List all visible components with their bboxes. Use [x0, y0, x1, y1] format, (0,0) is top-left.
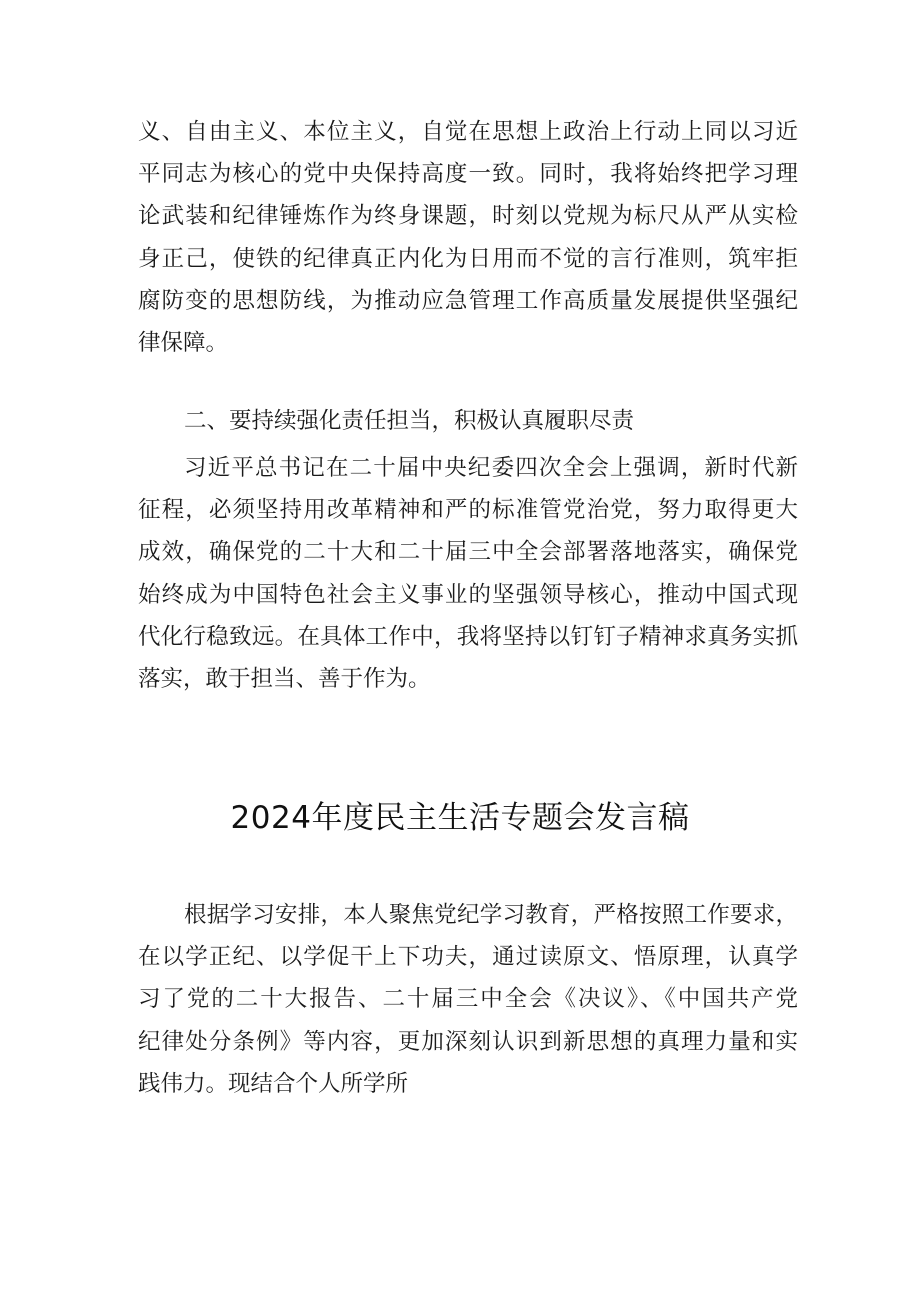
paragraph-line: 习近平总书记在二十届中央纪委四次全会上强调，新时代新 [184, 455, 798, 481]
paragraph-line: 始终成为中国特色社会主义事业的坚强领导核心，推动中国式现 [138, 581, 798, 608]
paragraph-line: 征程，必须坚持用改革精神和严的标准管党治党，努力取得更大 [138, 497, 798, 524]
paragraph-line: 落实，敢于担当、善于作为。 [138, 665, 431, 692]
paragraph-line: 代化行稳致远。在具体工作中，我将坚持以钉钉子精神求真务实抓 [138, 623, 798, 650]
paragraph-line: 腐防变的思想防线，为推动应急管理工作高质量发展提供坚强纪 [138, 287, 798, 314]
paragraph-line: 习了党的二十大报告、二十届三中全会《决议》、《中国共产党 [138, 986, 798, 1013]
paragraph-line: 律保障。 [138, 329, 229, 356]
paragraph-line: 平同志为核心的党中央保持高度一致。同时，我将始终把学习理 [138, 161, 798, 188]
document-title: 2024年度民主生活专题会发言稿 [230, 800, 690, 836]
section-heading [138, 400, 798, 442]
section-heading-text: 二、要持续强化责任担当，积极认真履职尽责 [184, 408, 635, 434]
paragraph-line: 根据学习安排，本人聚焦党纪学习教育，严格按照工作要求， [184, 902, 798, 928]
section-two-paragraph [138, 447, 798, 700]
paragraph-line: 论武装和纪律锤炼作为终身课题，时刻以党规为标尺从严从实检 [138, 203, 798, 230]
paragraph-line: 践伟力。现结合个人所学所 [138, 1070, 409, 1097]
previous-section-paragraph [138, 111, 798, 364]
paragraph-line: 纪律处分条例》等内容，更加深刻认识到新思想的真理力量和实 [138, 1028, 798, 1055]
intro-paragraph [138, 894, 798, 1105]
paragraph-line: 身正己，使铁的纪律真正内化为日用而不觉的言行准则，筑牢拒 [138, 245, 798, 272]
paragraph-line: 义、自由主义、本位主义，自觉在思想上政治上行动上同以习近 [138, 119, 798, 145]
paragraph-line: 成效，确保党的二十大和二十届三中全会部署落地落实，确保党 [138, 539, 798, 566]
paragraph-line: 在以学正纪、以学促干上下功夫，通过读原文、悟原理，认真学 [138, 944, 798, 971]
